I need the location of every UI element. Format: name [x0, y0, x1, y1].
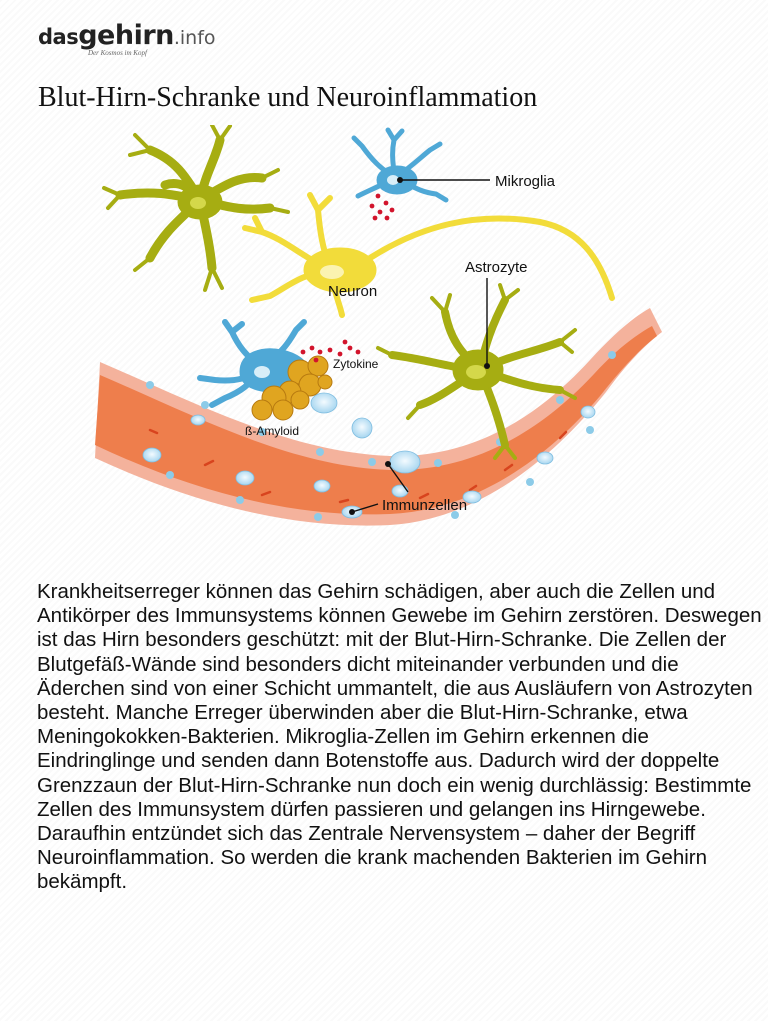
site-logo[interactable] — [38, 22, 216, 57]
blood-brain-barrier-diagram — [80, 125, 680, 555]
page-title: Blut-Hirn-Schranke und Neuroinflammation — [38, 82, 538, 113]
blood-vessel — [95, 308, 662, 526]
cytokine-dots-top — [370, 194, 395, 221]
label-neuron: Neuron — [328, 283, 378, 300]
microglia-nucleus — [254, 366, 270, 378]
astrocyte-top-left — [104, 125, 288, 290]
label-zytokine: Zytokine — [333, 357, 379, 371]
body-paragraph: Krankheitserreger können das Gehirn schädigen, aber auch die Zellen und Antikörper des Immunsystems können Gewebe im Gehirn zerstören. Deswegen ist das Hirn besonders geschützt: mit der Blut-Hirn-Schranke. Die Zellen der Blutgefäß-Wände sind besonders dicht miteinander verbunden und die Äderchen sind von einer Schicht ummantelt, die aus Ausläufern von Astrozyten besteht. Manche Erreger überwinden aber die Blut-Hirn-Schranke, etwa Meningokokken-Bakterien. Mikroglia-Zellen im Gehirn erkennen die Eindringlinge und senden dann Botenstoffe aus. Dadurch wird der doppelte Grenzzaun der Blut-Hirn-Schranke nun doch ein wenig durchlässig: Bestimmte Zellen des Immunsystem dürfen passieren und gelangen ins Hirngewebe. Daraufhin entzündet sich das Zentrale Nervensystem – daher der Begriff Neuroinflammation. So werden die krank machenden Bakterien im Gehirn bekämpft. — [37, 580, 762, 894]
label-immunzellen: Immunzellen — [382, 497, 468, 514]
logo-info: .info — [173, 27, 216, 49]
label-mikroglia: Mikroglia — [495, 173, 556, 190]
logo-tagline: Der Kosmos im Kopf — [88, 49, 147, 57]
label-amyloid: ß-Amyloid — [245, 424, 300, 438]
label-astrozyte: Astrozyte — [465, 259, 528, 276]
microglia-top — [354, 130, 446, 200]
astrocyte-nucleus — [466, 365, 486, 379]
neuron-nucleus — [320, 265, 344, 279]
logo-gehirn: gehirn — [78, 20, 174, 51]
logo-das: das — [38, 25, 79, 49]
neuron — [245, 195, 612, 315]
astrocyte-nucleus — [190, 197, 206, 209]
